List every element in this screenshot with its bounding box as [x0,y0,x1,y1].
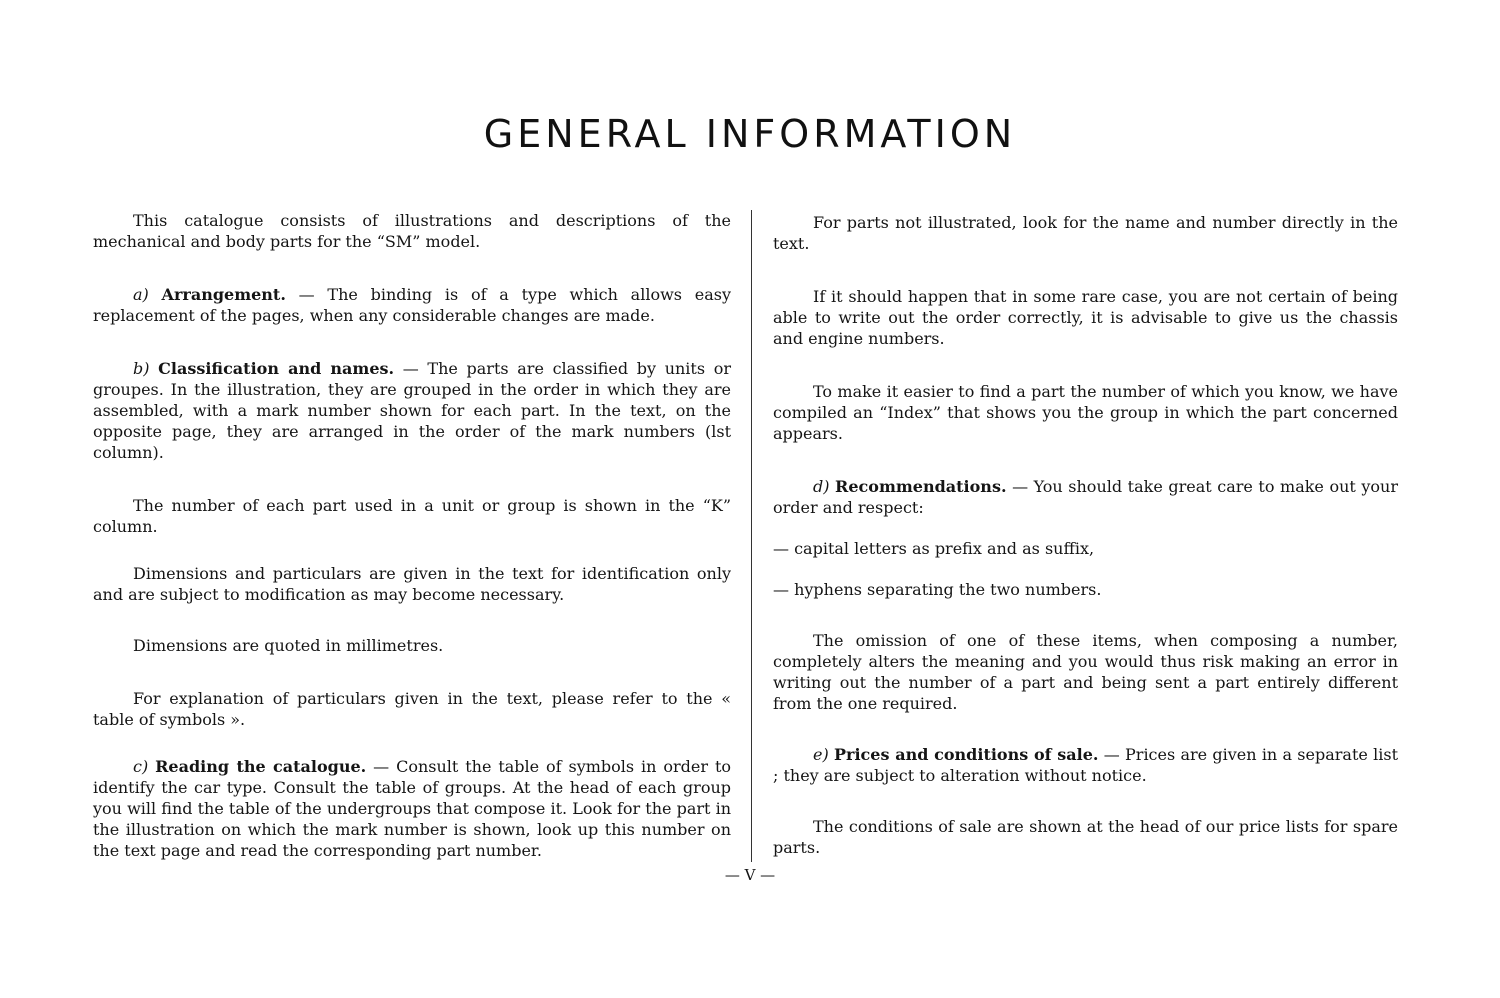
arrangement-text: — The binding is of a type which allows easy replacement of the pages, when any considerable changes are made. [93,285,731,325]
right-column [773,212,1398,858]
bullet-capital-letters: — capital letters as prefix and as suffix, [773,539,1095,558]
prices-paragraph [773,744,1398,786]
index-paragraph: To make it easier to find a part the number of which you know, we have compiled an “Index” that shows you the group in which the part concerned appears. [773,382,1398,443]
recommendations-text: — You should take great care to make out your order and respect: [773,477,1398,517]
recommendations-letter: d) [813,477,830,496]
rare-case-paragraph: If it should happen that in some rare case, you are not certain of being able to write out the order correctly, it is advisable to give us the chassis and engine numbers. [773,287,1398,348]
not-illustrated-paragraph: For parts not illustrated, look for the name and number directly in the text. [773,213,1398,253]
page-title: GENERAL INFORMATION [483,112,1017,156]
prices-heading: Prices and conditions of sale. [833,745,1099,764]
bullet-hyphens: — hyphens separating the two numbers. [773,580,1102,599]
left-column [93,210,731,861]
classification-heading: Classification and names. [158,359,395,378]
recommendations-heading: Recommendations. [835,477,1007,496]
intro-paragraph: This catalogue consists of illustrations and descriptions of the mechanical and body parts for the “SM” model. [93,211,731,251]
classification-paragraph [93,358,731,463]
dimensions-paragraph: Dimensions and particulars are given in the text for identification only and are subject to modification as may become necessary. [93,564,731,604]
arrangement-paragraph [93,284,731,326]
column-divider [751,210,752,862]
classification-letter: b) [133,359,150,378]
reading-paragraph [93,756,731,861]
reading-text: — Consult the table of symbols in order to identify the car type. Consult the table of groups. At the head of each group you will find the table of the undergroups that compose it. Look for the part in the illustration on which the mark number is shown, look up this number on the text page and read the corresponding part number. [93,757,731,860]
omission-paragraph: The omission of one of these items, when composing a number, completely alters the meaning and you would thus risk making an error in writing out the number of a part and being sent a part entirely different from the one required. [773,631,1398,713]
millimetres-paragraph: Dimensions are quoted in millimetres. [133,636,444,655]
recommendations-paragraph [773,476,1398,518]
prices-letter: e) [813,745,829,764]
arrangement-heading: Arrangement. [161,285,286,304]
number-paragraph: The number of each part used in a unit or group is shown in the “K” column. [93,496,731,536]
classification-text: — The parts are classified by units or groupes. In the illustration, they are grouped in the order in which they are assembled, with a mark number shown for each part. In the text, on the opposite page, they are arranged in the order of the mark numbers (lst column). [93,359,732,462]
reading-heading: Reading the catalogue. [155,757,367,776]
arrangement-letter: a) [133,285,149,304]
page-number: — V — [724,866,776,884]
reading-letter: c) [133,757,149,776]
conditions-paragraph: The conditions of sale are shown at the head of our price lists for spare parts. [773,817,1398,857]
prices-text: — Prices are given in a separate list ; they are subject to alteration without notice. [773,745,1398,785]
explanation-paragraph: For explanation of particulars given in the text, please refer to the « table of symbols ». [93,689,731,729]
